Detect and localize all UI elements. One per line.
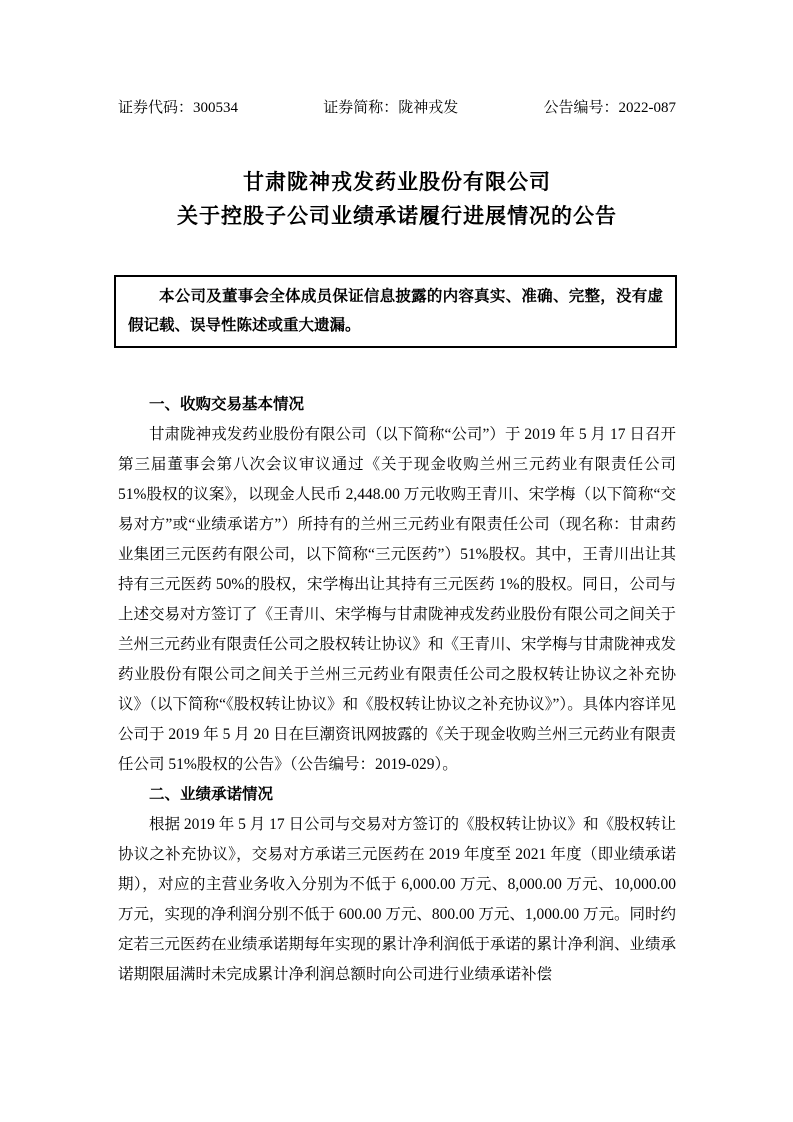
section-2-paragraph: 根据 2019 年 5 月 17 日公司与交易对方签订的《股权转让协议》和《股权转让协议之补充协议》，交易对方承诺三元医药在 2019 年度至 2021 年度（即业绩承诺期），对应的主营业务收入分别为不低于 6,000.00 万元、8,000.00 万元、10,000.00 万元，实现的净利润分别不低于 600.00 万元、800.00 万元、1,000.00 万元。同时约定若三元医药在业绩承诺期每年实现的累计净利润低于承诺的累计净利润、业绩承诺期限届满时未完成累计净利润总额时向公司进行业绩承诺补偿 bbox=[118, 816, 677, 983]
section-1-paragraph: 甘肃陇神戎发药业股份有限公司（以下简称“公司”）于 2019 年 5 月 17 日召开第三届董事会第八次会议审议通过《关于现金收购兰州三元药业有限责任公司 51%股权的议案》，以现金人民币 2,448.00 万元收购王青川、宋学梅（以下简称“交易对方”或“业绩承诺方”）所持有的兰州三元药业有限责任公司（现名称：甘肃药业集团三元医药有限公司，以下简称“三元医药”）51%股权。其中，王青川出让其持有三元医药 50%的股权，宋学梅出让其持有三元医药 1%的股权。同日，公司与上述交易对方签订了《王青川、宋学梅与甘肃陇神戎发药业股份有限公司之间关于兰州三元药业有限责任公司之股权转让协议》和《王青川、宋学梅与甘肃陇神戎发药业股份有限公司之间关于兰州三元药业有限责任公司之股权转让协议之补充协议》（以下简称“《股权转让协议》和《股权转让协议之补充协议》”）。具体内容详见公司于 2019 年 5 月 20 日在巨潮资讯网披露的《关于现金收购兰州三元药业有限责任公司 51%股权的公告》（公告编号：2019-029）。 bbox=[118, 426, 677, 773]
document-title bbox=[118, 165, 676, 233]
stock-code: 证券代码：300534 bbox=[118, 100, 239, 116]
stock-short-name: 证券简称：陇神戎发 bbox=[323, 100, 459, 116]
disclaimer-text: 本公司及董事会全体成员保证信息披露的内容真实、准确、完整，没有虚假记载、误导性陈述或重大遗漏。 bbox=[128, 288, 663, 334]
section-2-heading: 二、业绩承诺情况 bbox=[149, 786, 274, 803]
section-1-heading: 一、收购交易基本情况 bbox=[149, 396, 305, 413]
disclaimer-box bbox=[114, 275, 677, 348]
document-header-row bbox=[118, 99, 676, 117]
document-title-line1: 甘肃陇神戎发药业股份有限公司 bbox=[243, 170, 551, 194]
announcement-number: 公告编号：2022-087 bbox=[543, 100, 676, 116]
document-title-line2: 关于控股子公司业绩承诺履行进展情况的公告 bbox=[177, 204, 617, 228]
